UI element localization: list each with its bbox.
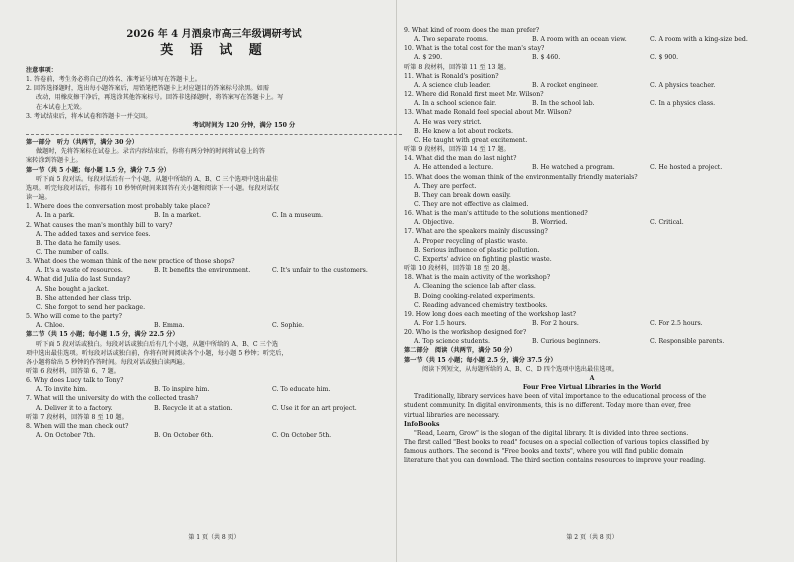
answer-option: A. $ 290. <box>414 54 443 62</box>
section2-intro-line: 听下面 5 段对话或独白。每段对话或独白后有几个小题，从题中所给的 A、B、C 三个选 <box>36 340 279 348</box>
answer-option: A. In a park. <box>36 212 75 220</box>
reading-section1-intro: 阅读下列短文，从每题所给的 A、B、C、D 四个选项中选出最佳选项。 <box>422 365 618 373</box>
answer-option: B. Curious beginners. <box>532 338 601 346</box>
question-stem: 19. How long does each meeting of the workshop last? <box>404 310 576 318</box>
page-footer: 第 1 页（共 8 页） <box>188 533 240 541</box>
answer-option: C. A room with a king-size bed. <box>650 36 748 44</box>
answer-option: B. Serious influence of plastic pollution. <box>414 246 540 254</box>
answer-option: A. To invite him. <box>36 386 88 394</box>
answer-option: C. They are not effective as claimed. <box>414 200 529 208</box>
question-stem: 17. What are the speakers mainly discussing? <box>404 228 548 236</box>
answer-option: C. Reading advanced chemistry textbooks. <box>414 301 548 309</box>
answer-option: C. It's unfair to the customers. <box>272 267 368 275</box>
part2-heading: 第二部分 阅读（共两节，满分 50 分） <box>404 347 516 355</box>
note-line: 3. 考试结束后，将本试卷和答题卡一并交回。 <box>26 112 152 120</box>
question-stem: 7. What will the university do with the collected trash? <box>26 395 199 403</box>
answer-option: C. $ 900. <box>650 54 679 62</box>
section1-heading: 第一节（共 5 小题；每小题 1.5 分，满分 7.5 分） <box>26 166 170 174</box>
answer-options <box>26 321 402 330</box>
question-stem: 13. What made Ronald feel special about Mr. Wilson? <box>404 109 572 117</box>
answer-options <box>404 337 780 346</box>
page-2 <box>404 26 780 546</box>
answer-option: C. Critical. <box>650 219 684 227</box>
note-line: 1. 答卷前，考生务必将自己的姓名、准考证号填写在答题卡上。 <box>26 76 201 84</box>
section1-intro-line: 读一遍。 <box>26 194 51 202</box>
answer-option: A. In a school science fair. <box>414 100 497 108</box>
answer-option: A. It's a waste of resources. <box>36 267 123 275</box>
answer-option: C. The number of calls. <box>36 248 109 256</box>
section1-intro-line: 听下面 5 段对话。每段对话后有一个小题，从题中所给的 A、B、C 三个选项中选出最佳 <box>36 175 279 183</box>
answer-options <box>26 404 402 413</box>
question-group-right-b <box>404 72 780 145</box>
answer-option: B. A room with an ocean view. <box>532 36 627 44</box>
answer-option: B. They can break down easily. <box>414 191 511 199</box>
answer-option: C. On October 5th. <box>272 432 332 440</box>
material-instruction: 听第 10 段材料，回答第 18 至 20 题。 <box>404 265 514 273</box>
passage-subheading: InfoBooks <box>404 420 440 428</box>
question-stem: 4. What did Julia do last Sunday? <box>26 276 130 284</box>
answer-option: A. Top science students. <box>414 338 490 346</box>
passage-line: "Read, Learn, Grow" is the slogan of the digital library. It is divided into three sections. <box>414 429 689 437</box>
answer-option: C. Experts' advice on fighting plastic waste. <box>414 255 552 263</box>
reading-section1-heading: 第一节（共 15 小题；每小题 2.5 分，满分 37.5 分） <box>404 356 557 364</box>
section-separator <box>26 134 402 135</box>
answer-option: A. For 1.5 hours. <box>414 320 467 327</box>
answer-option: A. A science club leader. <box>414 81 491 89</box>
question-group-right-a <box>404 26 780 63</box>
material-instruction: 听第 6 段材料，回答第 6、7 题。 <box>26 368 120 375</box>
answer-options <box>26 431 402 440</box>
section2-intro-line: 项中选出最佳选项。听每段对话或独白前，你将有时间阅读各个小题，每小题 5 秒钟；听完后， <box>26 349 288 357</box>
answer-option: B. In a market. <box>154 212 201 220</box>
answer-options <box>26 211 402 220</box>
passage-line: virtual libraries are necessary. <box>404 411 500 419</box>
answer-options <box>26 385 402 394</box>
question-stem: 12. Where did Ronald first meet Mr. Wilson? <box>404 91 544 99</box>
answer-option: B. Worried. <box>532 219 568 227</box>
answer-option: C. In a museum. <box>272 212 324 220</box>
question-stem: 20. Who is the workshop designed for? <box>404 329 527 337</box>
answer-option: A. They are perfect. <box>414 182 477 190</box>
section2-intro-line: 各小题将给出 5 秒钟的作答时间。每段对话或独白读两遍。 <box>26 358 189 366</box>
answer-option: A. Chloe. <box>36 322 65 330</box>
answer-option: B. For 2 hours. <box>532 320 579 327</box>
answer-option: B. $ 460. <box>532 54 561 62</box>
answer-option: A. Cleaning the science lab after class. <box>414 283 536 291</box>
note-line: 在本试卷上无效。 <box>36 103 86 111</box>
answer-options <box>404 163 780 172</box>
material-instruction: 听第 8 段材料，回答第 11 至 13 题。 <box>404 63 510 71</box>
answer-option: B. It benefits the environment. <box>154 267 251 275</box>
page-footer: 第 2 页（共 8 页） <box>566 533 618 541</box>
answer-option: C. He hosted a project. <box>650 164 723 172</box>
answer-option: C. She forgot to send her package. <box>36 303 146 311</box>
note-line: 改动，用橡皮擦干净后，再选涂其他答案标号。回答非选择题时，将答案写在答题卡上。写 <box>36 94 284 102</box>
answer-option: A. He was very strict. <box>414 118 482 126</box>
answer-option: C. Use it for an art project. <box>272 404 357 412</box>
exam-time: 考试时间为 120 分钟，满分 150 分 <box>192 121 296 129</box>
part1-heading: 第一部分 听力（共两节，满分 30 分） <box>26 139 138 147</box>
question-group-right-d <box>404 273 780 346</box>
answer-option: C. He taught with great excitement. <box>414 136 528 144</box>
question-group-left-a <box>26 202 402 330</box>
question-stem: 5. Who will come to the party? <box>26 313 122 321</box>
answer-options <box>404 319 780 328</box>
answer-option: A. Deliver it to a factory. <box>36 404 113 412</box>
passage-line: famous authors. The second is "Free books and texts", where you will find public domain <box>404 448 684 456</box>
answer-options <box>404 53 780 62</box>
question-stem: 2. What causes the man's monthly bill to vary? <box>26 221 173 229</box>
answer-option: B. She attended her class trip. <box>36 294 132 302</box>
passage-line: literature that you can download. The third section contains resources to improve your reading. <box>404 457 706 465</box>
answer-option: C. Sophie. <box>272 322 304 330</box>
question-stem: 11. What is Ronald's position? <box>404 72 499 80</box>
question-stem: 8. When will the man check out? <box>26 422 129 430</box>
notes-list <box>26 75 402 121</box>
answer-option: A. She bought a jacket. <box>36 285 109 293</box>
answer-options <box>404 218 780 227</box>
passage-line: The first called "Best books to read" focuses on a special collection of various topics classified by <box>404 439 709 447</box>
answer-option: A. He attended a lecture. <box>414 164 494 172</box>
notes-heading: 注意事项： <box>26 67 57 74</box>
answer-option: A. On October 7th. <box>36 432 96 440</box>
question-stem: 16. What is the man's attitude to the solutions mentioned? <box>404 210 588 218</box>
answer-option: B. To inspire him. <box>154 386 210 394</box>
passage-line: student community. In digital environments, this is no different. Today more than ever, free <box>404 402 691 410</box>
exam-subject: 英 语 试 题 <box>160 43 268 58</box>
section2-heading: 第二节（共 15 小题；每小题 1.5 分，满分 22.5 分） <box>26 331 179 339</box>
answer-option: B. He knew a lot about rockets. <box>414 127 513 135</box>
answer-option: C. To educate him. <box>272 386 331 394</box>
answer-options <box>404 35 780 44</box>
question-stem: 6. Why does Lucy talk to Tony? <box>26 377 124 385</box>
question-group-right-c <box>404 154 780 264</box>
answer-options <box>404 81 780 90</box>
answer-option: A. Objective. <box>414 219 455 227</box>
answer-option: A. The added taxes and service fees. <box>36 230 151 238</box>
material-instruction: 听第 7 段材料，回答第 8 至 10 题。 <box>26 413 128 421</box>
question-group-left-c <box>26 422 402 440</box>
answer-option: B. Doing cooking-related experiments. <box>414 292 535 300</box>
answer-option: C. Responsible parents. <box>650 338 725 346</box>
question-stem: 3. What does the woman think of the new practice of those shops? <box>26 258 235 266</box>
exam-title: 2026 年 4 月酒泉市高三年级调研考试 <box>126 29 302 40</box>
question-stem: 10. What is the total cost for the man's stay? <box>404 45 545 53</box>
question-stem: 9. What kind of room does the man prefer? <box>404 27 540 34</box>
answer-options <box>26 266 402 275</box>
answer-option: B. A rocket engineer. <box>532 81 599 89</box>
passage-line: Traditionally, library services have been of vital importance to the educational process of the <box>414 393 707 401</box>
page-1 <box>26 26 402 546</box>
section1-intro-line: 选项。听完每段对话后，你都有 10 秒钟的时间来回答有关小题和阅读下一小题。每段对话仅 <box>26 184 280 192</box>
answer-option: B. The data he family uses. <box>36 239 121 247</box>
answer-option: C. A physics teacher. <box>650 81 716 89</box>
part1-intro-line: 案转涂到答题卡上。 <box>26 157 82 165</box>
answer-option: C. For 2.5 hours. <box>650 320 703 327</box>
answer-option: A. Two separate rooms. <box>414 36 488 44</box>
passage-letter: A <box>589 374 595 382</box>
note-line: 2. 回答选择题时，选出每小题答案后，用铅笔把答题卡上对应题目的答案标号涂黑。如需 <box>26 85 269 93</box>
answer-option: B. He watched a program. <box>532 164 615 172</box>
question-stem: 15. What does the woman think of the environmentally friendly materials? <box>404 173 638 181</box>
answer-option: B. In the school lab. <box>532 100 595 108</box>
question-stem: 1. Where does the conversation most probably take place? <box>26 203 210 211</box>
answer-option: A. Proper recycling of plastic waste. <box>414 237 528 245</box>
answer-option: C. In a physics class. <box>650 100 716 108</box>
question-stem: 18. What is the main activity of the workshop? <box>404 274 551 282</box>
answer-options <box>404 99 780 108</box>
material-instruction: 听第 9 段材料，回答第 14 至 17 题。 <box>404 146 510 154</box>
part1-intro-line: 做题时，先将答案标在试卷上。录音内容结束后，你将有两分钟的时间将试卷上的答 <box>36 148 265 156</box>
question-group-left-b <box>26 376 402 413</box>
answer-option: B. Emma. <box>154 322 185 330</box>
passage-title: Four Free Virtual Libraries in the World <box>522 384 662 392</box>
answer-option: B. Recycle it at a station. <box>154 404 233 412</box>
answer-option: B. On October 6th. <box>154 432 214 440</box>
question-stem: 14. What did the man do last night? <box>404 155 517 163</box>
